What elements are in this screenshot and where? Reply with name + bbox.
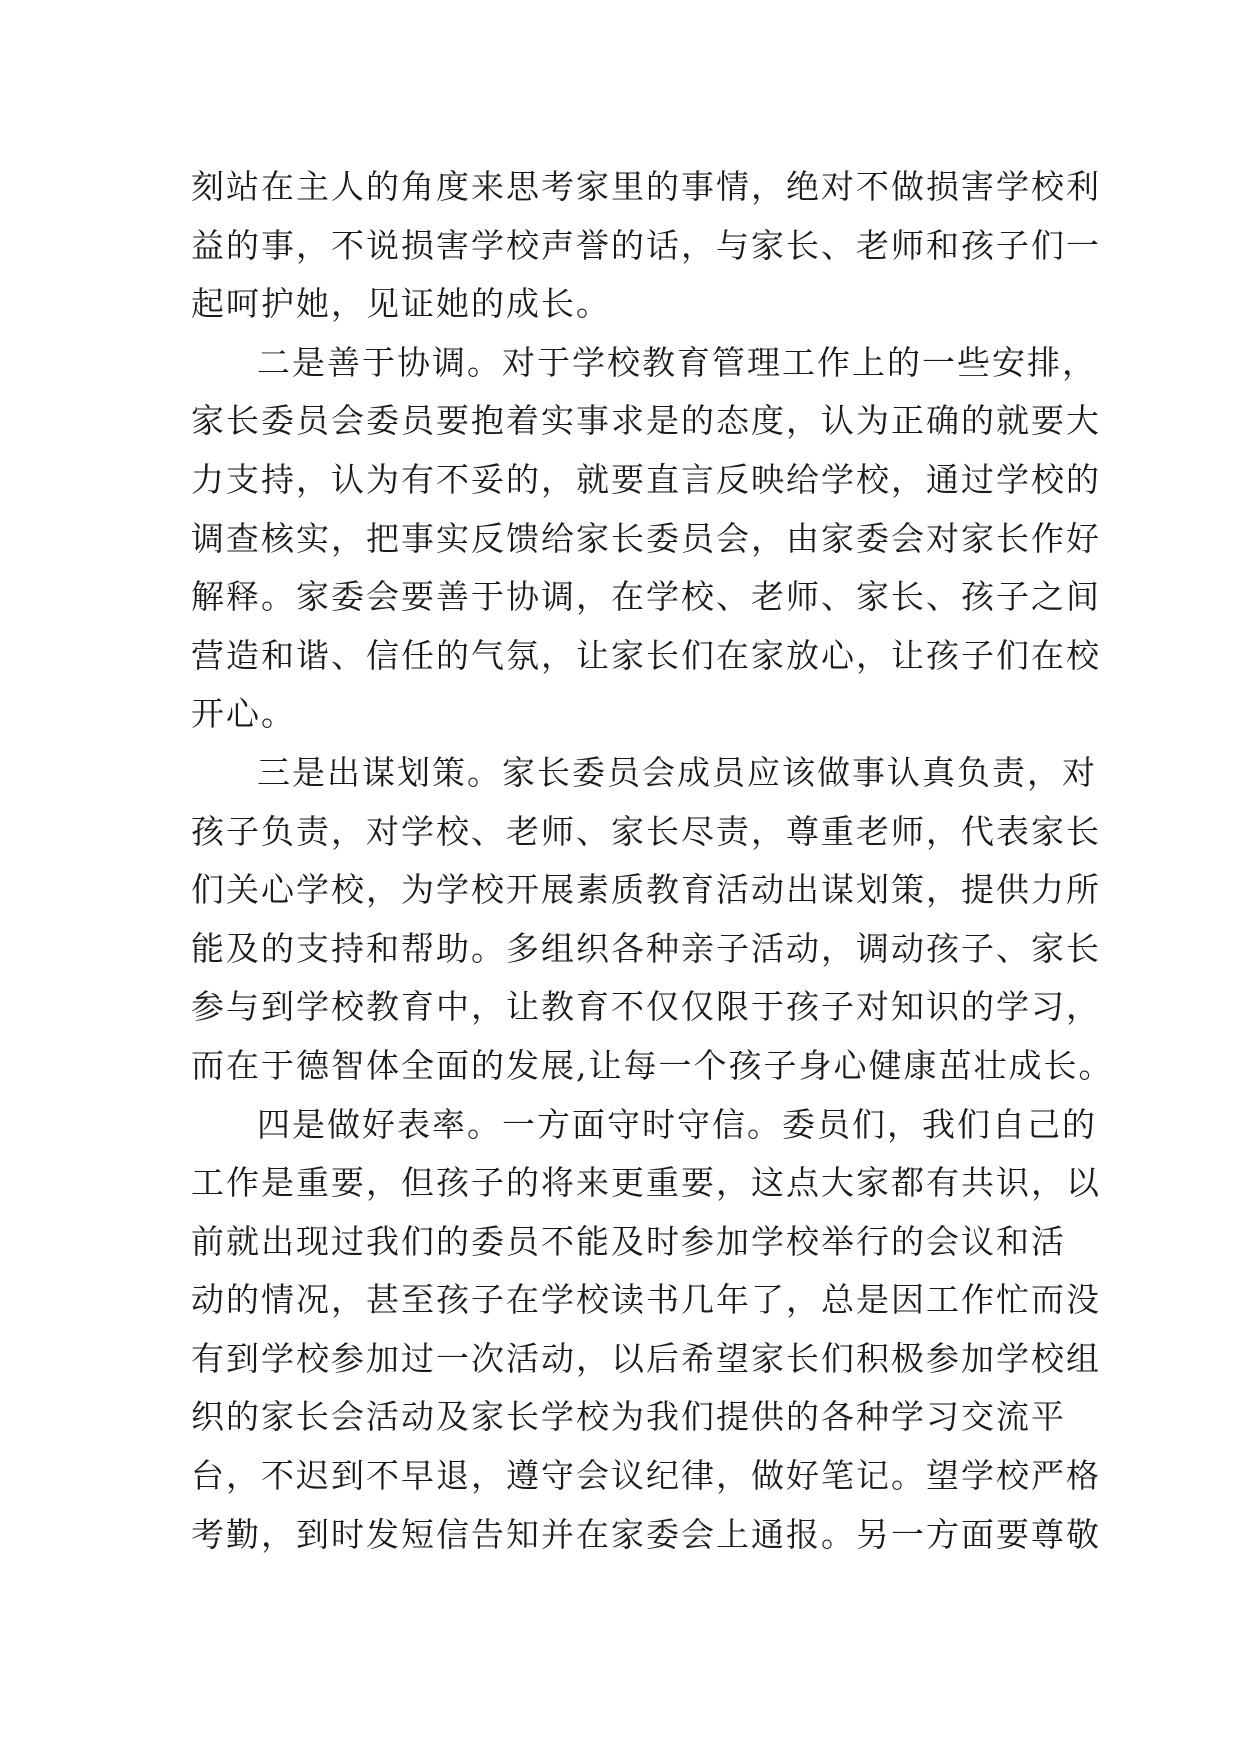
text-line: 力支持，认为有不妥的，就要直言反映给学校，通过学校的 [191, 459, 1101, 499]
text-line: 开心。 [191, 694, 296, 734]
body-text [191, 158, 1114, 1564]
text-line: 们关心学校，为学校开展素质教育活动出谋划策，提供力所 [191, 870, 1101, 910]
paragraph-start-line: 四是做好表率。一方面守时守信。委员们，我们自己的 [257, 1104, 1097, 1144]
paragraph-start-line: 三是出谋划策。家长委员会成员应该做事认真负责，对 [257, 752, 1097, 792]
text-line: 台，不迟到不早退，遵守会议纪律，做好笔记。望学校严格 [191, 1456, 1101, 1496]
text-line: 动的情况，甚至孩子在学校读书几年了，总是因工作忙而没 [191, 1280, 1101, 1320]
text-line: 刻站在主人的角度来思考家里的事情，绝对不做损害学校利 [191, 167, 1101, 206]
text-line: 考勤，到时发短信告知并在家委会上通报。另一方面要尊敬 [191, 1514, 1101, 1554]
text-line: 孩子负责，对学校、老师、家长尽责，尊重老师，代表家长 [191, 811, 1101, 851]
paragraph-start-line: 二是善于协调。对于学校教育管理工作上的一些安排， [257, 342, 1097, 382]
text-line: 参与到学校教育中，让教育不仅仅限于孩子对知识的学习， [191, 987, 1101, 1027]
text-line: 益的事，不说损害学校声誉的话，与家长、老师和孩子们一 [191, 225, 1101, 265]
text-line: 织的家长会活动及家长学校为我们提供的各种学习交流平 [191, 1397, 1066, 1437]
text-line: 解释。家委会要善于协调，在学校、老师、家长、孩子之间 [191, 577, 1101, 617]
text-line: 能及的支持和帮助。多组织各种亲子活动，调动孩子、家长 [191, 928, 1101, 968]
text-line: 家长委员会委员要抱着实事求是的态度，认为正确的就要大 [191, 401, 1101, 441]
text-line: 有到学校参加过一次活动，以后希望家长们积极参加学校组 [191, 1338, 1101, 1378]
text-line: 前就出现过我们的委员不能及时参加学校举行的会议和活 [191, 1221, 1066, 1261]
text-line: 起呵护她，见证她的成长。 [191, 284, 611, 324]
text-line: 工作是重要，但孩子的将来更重要，这点大家都有共识，以 [191, 1163, 1101, 1203]
text-line: 营造和谐、信任的气氛，让家长们在家放心，让孩子们在校 [191, 635, 1101, 675]
text-line: 而在于德智体全面的发展,让每一个孩子身心健康茁壮成长。 [191, 1045, 1114, 1085]
text-line: 调查核实，把事实反馈给家长委员会，由家委会对家长作好 [191, 518, 1101, 558]
